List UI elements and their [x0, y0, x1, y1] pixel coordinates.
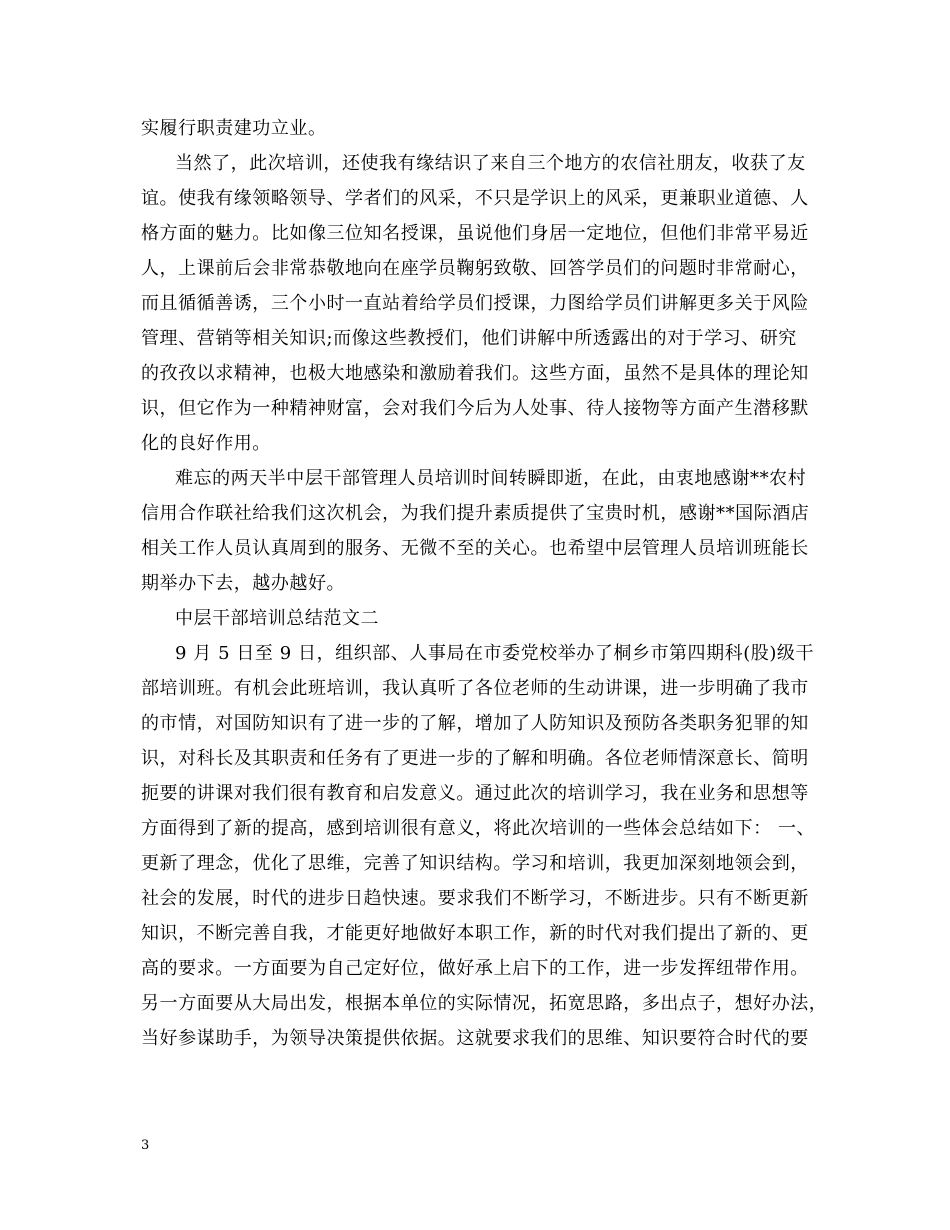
text-line: 管理、营销等相关知识;而像这些教授们，他们讲解中所透露出的对于学习、研究	[141, 328, 797, 349]
paragraph-start-line: 难忘的两天半中层干部管理人员培训时间转瞬即逝，在此，由衷地感谢**农村	[175, 468, 807, 489]
text-line: 谊。使我有缘领略领导、学者们的风采，不只是学识上的风采，更兼职业道德、人	[141, 188, 809, 209]
text-line: 相关工作人员认真周到的服务、无微不至的关心。也希望中层管理人员培训班能长	[141, 538, 809, 559]
paragraph-start-line: 当然了，此次培训，还使我有缘结识了来自三个地方的农信社朋友，收获了友	[175, 153, 806, 174]
text-line: 而且循循善诱，三个小时一直站着给学员们授课，力图给学员们讲解更多关于风险	[141, 293, 809, 314]
text-line: 格方面的魅力。比如像三位知名授课，虽说他们身居一定地位，但他们非常平易近	[141, 223, 809, 244]
text-line: 知识，不断完善自我，才能更好地做好本职工作，新的时代对我们提出了新的、更	[141, 923, 809, 944]
page-number: 3	[141, 1138, 150, 1153]
section-heading: 中层干部培训总结范文二	[175, 608, 380, 629]
text-line: 扼要的讲课对我们很有教育和启发意义。通过此次的培训学习，我在业务和思想等	[141, 783, 809, 804]
text-line: 另一方面要从大局出发，根据本单位的实际情况，拓宽思路，多出点子，想好办法，	[141, 993, 828, 1014]
text-line: 期举办下去，越办越好。	[141, 573, 346, 594]
text-line: 更新了理念，优化了思维，完善了知识结构。学习和培训，我更加深刻地领会到，	[141, 853, 809, 874]
paragraph-start-line: 9 月 5 日至 9 日，组织部、人事局在市委党校举办了桐乡市第四期科(股)级干	[175, 643, 815, 664]
text-line: 社会的发展，时代的进步日趋快速。要求我们不断学习，不断进步。只有不断更新	[141, 888, 809, 909]
text-line: 高的要求。一方面要为自己定好位，做好承上启下的工作，进一步发挥纽带作用。	[141, 958, 809, 979]
text-line: 当好参谋助手，为领导决策提供依据。这就要求我们的思维、知识要符合时代的要	[141, 1028, 809, 1049]
text-line: 部培训班。有机会此班培训，我认真听了各位老师的生动讲课，进一步明确了我市	[141, 678, 809, 699]
text-line: 化的良好作用。	[141, 433, 271, 454]
text-line: 识，对科长及其职责和任务有了更进一步的了解和明确。各位老师情深意长、简明	[141, 748, 809, 769]
text-line: 信用合作联社给我们这次机会，为我们提升素质提供了宝贵时机，感谢**国际酒店	[141, 503, 810, 524]
text-line: 方面得到了新的提高，感到培训很有意义，将此次培训的一些体会总结如下： 一、	[141, 818, 816, 839]
text-line: 人，上课前后会非常恭敬地向在座学员鞠躬致敬、回答学员们的问题时非常耐心，	[141, 258, 809, 279]
text-line: 的市情，对国防知识有了进一步的了解，增加了人防知识及预防各类职务犯罪的知	[141, 713, 809, 734]
text-line: 识，但它作为一种精神财富，会对我们今后为人处事、待人接物等方面产生潜移默	[141, 398, 809, 419]
text-line: 的孜孜以求精神，也极大地感染和激励着我们。这些方面，虽然不是具体的理论知	[141, 363, 809, 384]
text-line: 实履行职责建功立业。	[141, 118, 327, 139]
